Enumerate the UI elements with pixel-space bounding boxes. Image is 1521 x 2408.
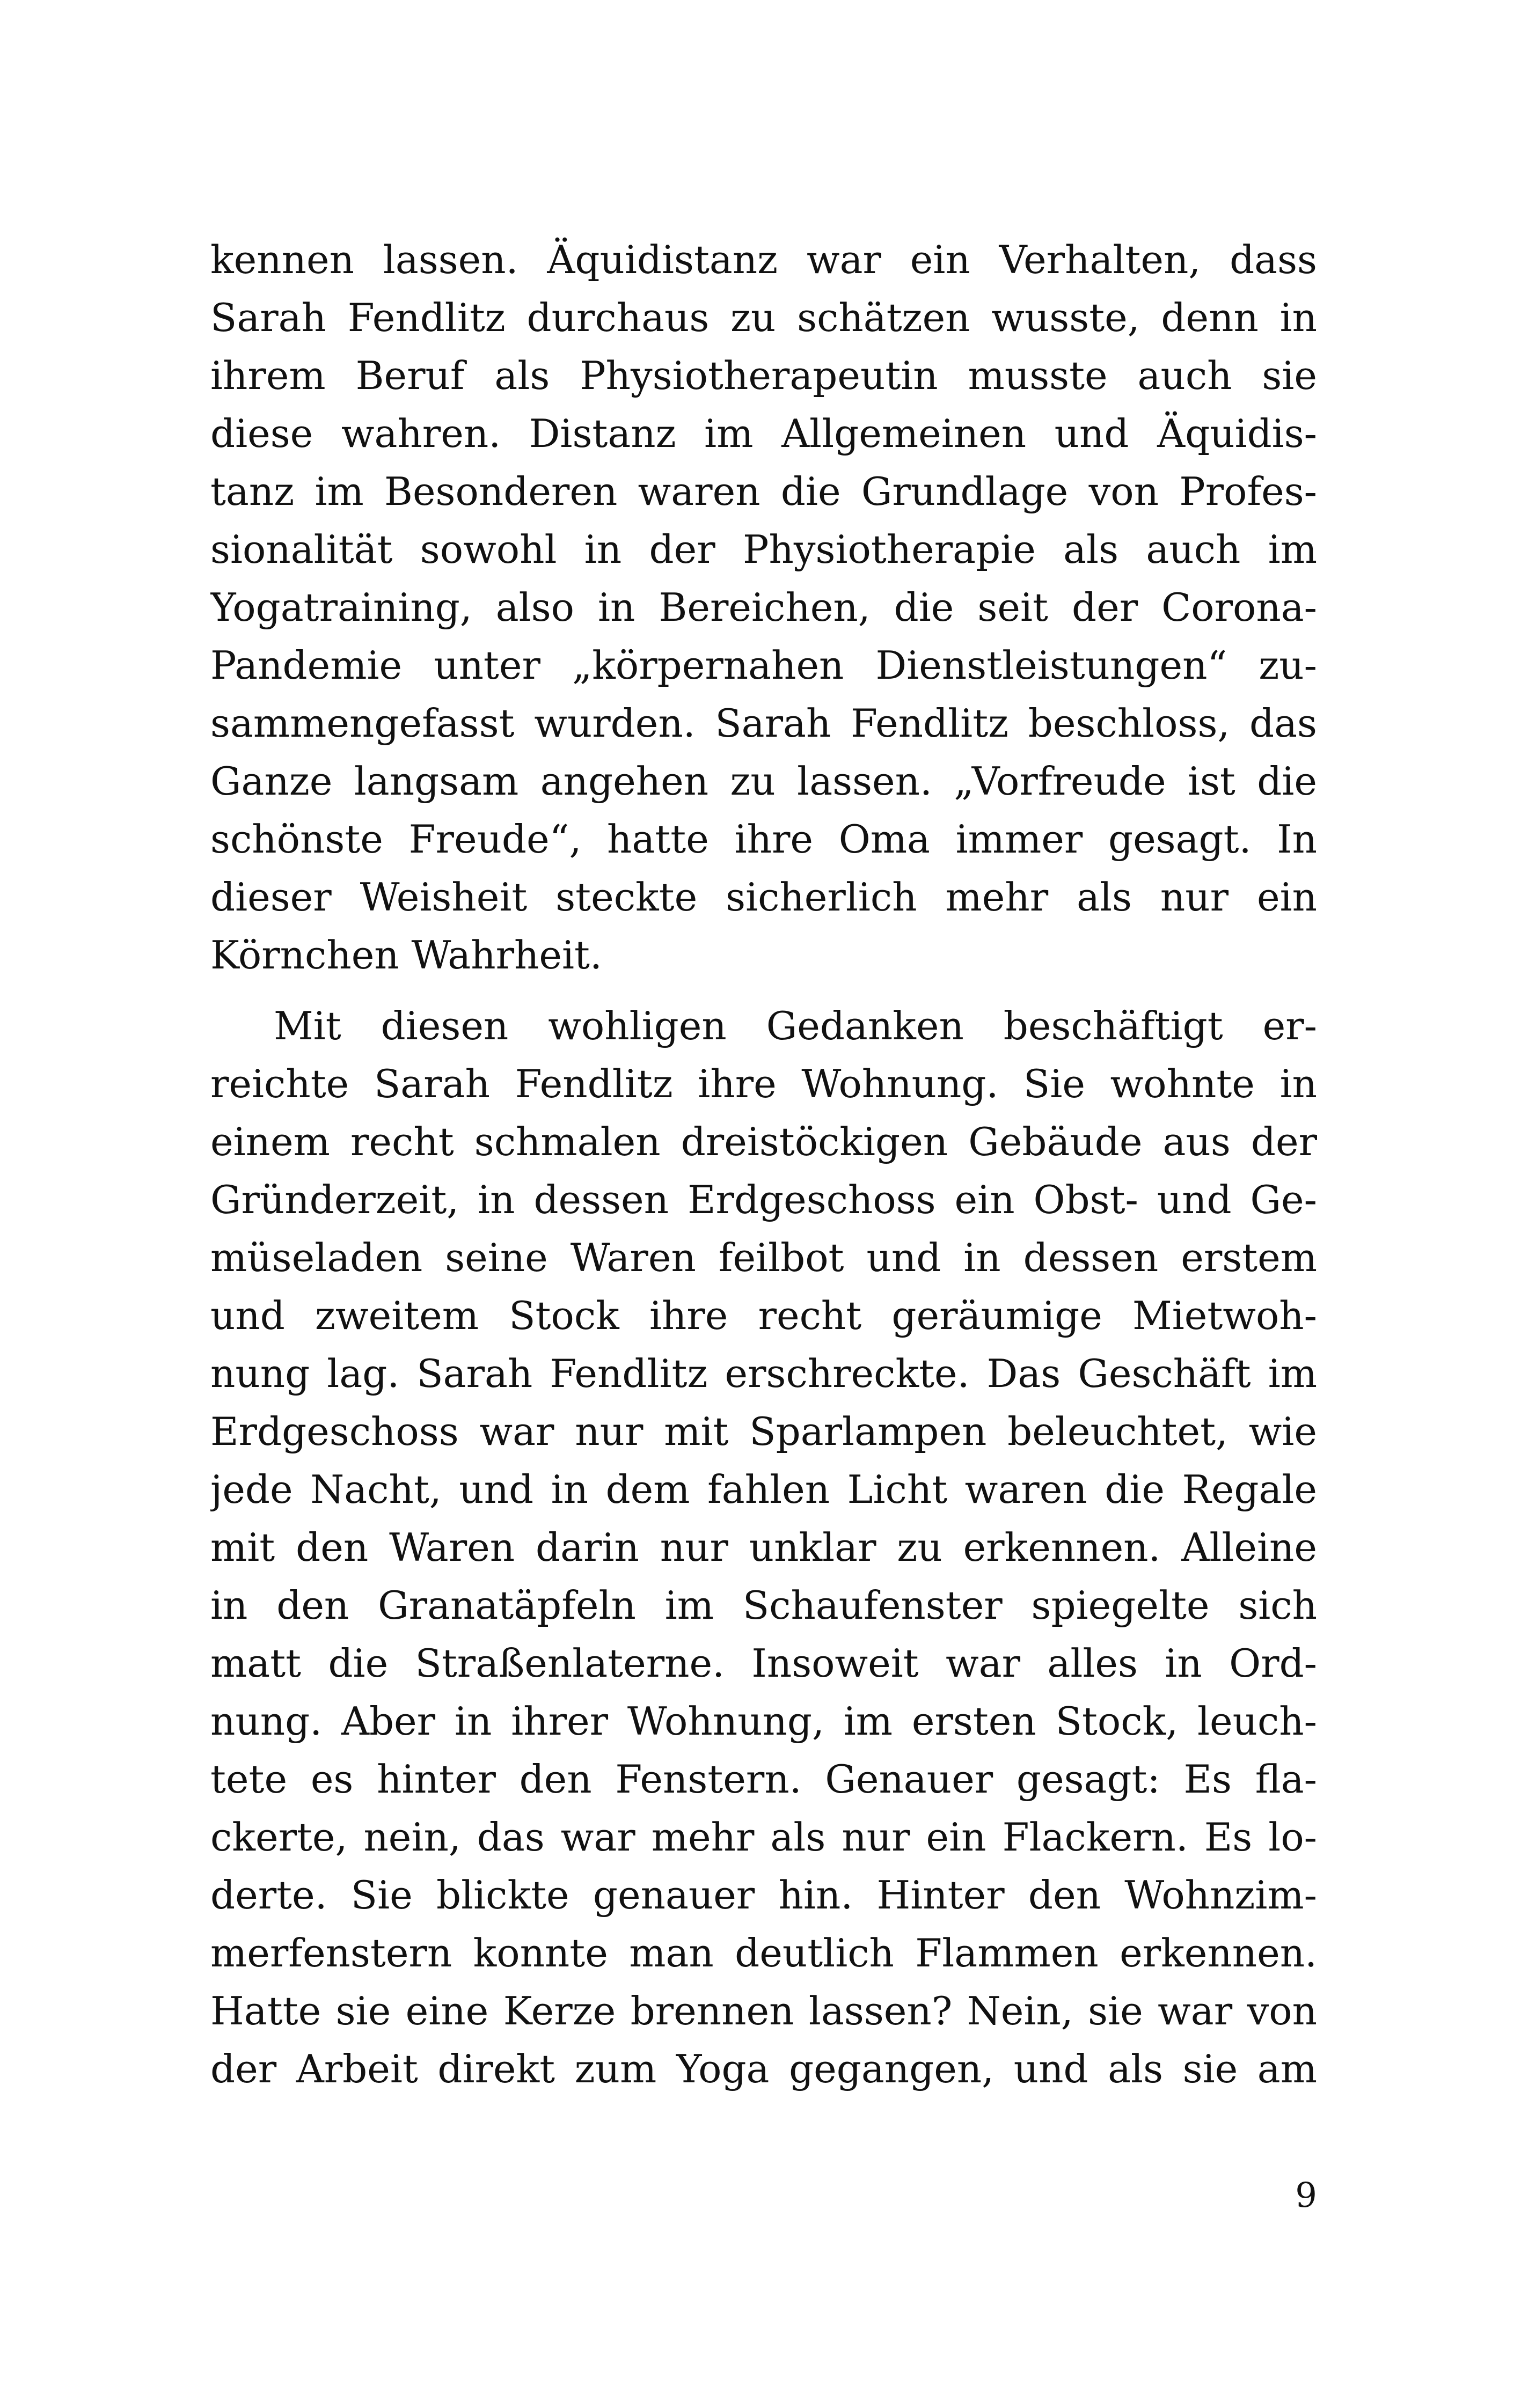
text-line: Erdgeschoss war nur mit Sparlampen beleuchtet, wie bbox=[210, 1409, 1317, 1454]
text-line: Pandemie unter „körpernahen Dienstleistungen“ zu- bbox=[210, 643, 1317, 688]
text-line: Hatte sie eine Kerze brennen lassen? Nein, sie war von bbox=[210, 1988, 1317, 2033]
text-line: Sarah Fendlitz durchaus zu schätzen wusste, denn in bbox=[210, 295, 1317, 340]
text-line: kennen lassen. Äquidistanz war ein Verhalten, dass bbox=[210, 237, 1317, 282]
paragraph-1 bbox=[210, 231, 1317, 984]
text-line: der Arbeit direkt zum Yoga gegangen, und als sie am bbox=[210, 2046, 1317, 2091]
text-line: Mit diesen wohligen Gedanken beschäftigt er- bbox=[274, 1003, 1317, 1048]
paragraph-2 bbox=[210, 997, 1317, 2098]
text-line: jede Nacht, und in dem fahlen Licht waren die Regale bbox=[210, 1467, 1317, 1512]
text-line: müseladen seine Waren feilbot und in dessen erstem bbox=[210, 1235, 1317, 1280]
text-line: schönste Freude“, hatte ihre Oma immer gesagt. In bbox=[210, 817, 1317, 862]
text-line: nung lag. Sarah Fendlitz erschreckte. Das Geschäft im bbox=[210, 1351, 1317, 1396]
text-line: diese wahren. Distanz im Allgemeinen und Äquidis- bbox=[210, 411, 1317, 456]
text-line: mit den Waren darin nur unklar zu erkennen. Alleine bbox=[210, 1525, 1317, 1570]
text-line: und zweitem Stock ihre recht geräumige Mietwoh- bbox=[210, 1293, 1317, 1338]
text-line: Ganze langsam angehen zu lassen. „Vorfreude ist die bbox=[210, 759, 1317, 804]
text-line: in den Granatäpfeln im Schaufenster spiegelte sich bbox=[210, 1583, 1317, 1628]
text-line: derte. Sie blickte genauer hin. Hinter den Wohnzim- bbox=[210, 1873, 1317, 1918]
text-line: merfenstern konnte man deutlich Flammen erkennen. bbox=[210, 1930, 1317, 1976]
text-line: Yogatraining, also in Bereichen, die seit der Corona- bbox=[210, 585, 1317, 630]
text-line: tete es hinter den Fenstern. Genauer gesagt: Es fla- bbox=[210, 1757, 1317, 1802]
text-line: sionalität sowohl in der Physiotherapie als auch im bbox=[210, 527, 1317, 572]
text-line: reichte Sarah Fendlitz ihre Wohnung. Sie wohnte in bbox=[210, 1061, 1317, 1106]
text-line: nung. Aber in ihrer Wohnung, im ersten Stock, leuch- bbox=[210, 1699, 1317, 1744]
page-number: 9 bbox=[1295, 2176, 1317, 2215]
paragraph-spacer bbox=[210, 984, 1317, 997]
text-line: sammengefasst wurden. Sarah Fendlitz beschloss, das bbox=[210, 701, 1317, 746]
text-line: Gründerzeit, in dessen Erdgeschoss ein Obst- und Ge- bbox=[210, 1177, 1317, 1222]
text-line: matt die Straßenlaterne. Insoweit war alles in Ord- bbox=[210, 1641, 1317, 1686]
text-line: ihrem Beruf als Physiotherapeutin musste auch sie bbox=[210, 353, 1317, 398]
text-line: einem recht schmalen dreistöckigen Gebäude aus der bbox=[210, 1119, 1317, 1164]
text-line: Körnchen Wahrheit. bbox=[210, 933, 602, 978]
text-line: dieser Weisheit steckte sicherlich mehr als nur ein bbox=[210, 875, 1317, 920]
text-line: ckerte, nein, das war mehr als nur ein Flackern. Es lo- bbox=[210, 1815, 1317, 1860]
body-text bbox=[210, 231, 1317, 2098]
text-line: tanz im Besonderen waren die Grundlage von Profes- bbox=[210, 469, 1317, 514]
